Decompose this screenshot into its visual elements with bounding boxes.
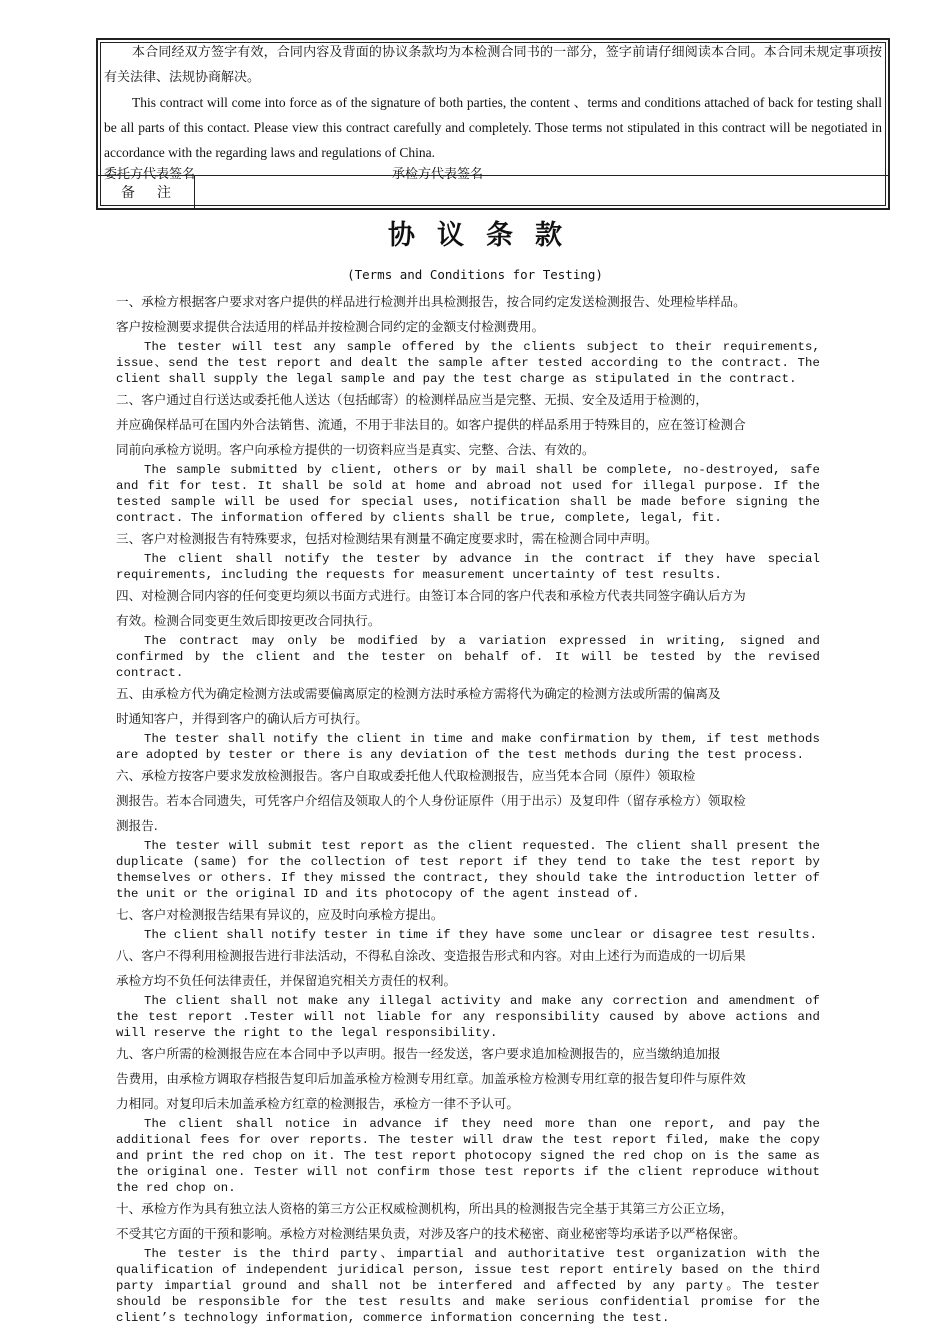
term-section — [116, 902, 834, 943]
term-section — [116, 1041, 834, 1196]
term-zh-line: 十、承检方作为具有独立法人资格的第三方公正权威检测机构，所出具的检测报告完全基于其第三方公正立场， — [116, 1201, 734, 1216]
term-zh-line: 测报告。若本合同遗失，可凭客户介绍信及领取人的个人身份证原件（用于出示）及复印件（留存承检方）领取检 — [116, 793, 746, 808]
contract-statement-en: This contract will come into force as of the signature of both parties, the content 、terms and conditions attached of back for testing shall be all parts of this contact. Please view this contract carefully and completely. Those terms not stipulated in this contract will be negotiated in accordance with the regarding laws and regulations of China. — [104, 95, 882, 160]
term-zh-line: 八、客户不得利用检测报告进行非法活动，不得私自涂改、变造报告形式和内容。对由上述行为而造成的一切后果 — [116, 948, 746, 963]
term-en-text: The client shall not make any illegal activity and make any correction and amendment of the test report .Tester will not liable for any responsibility caused by above actions and will reserve the right to the legal responsibility. — [116, 994, 820, 1040]
contract-statement-box — [96, 38, 890, 210]
signature-row-clipped — [104, 165, 874, 182]
term-zh-line: 力相同。对复印后未加盖承检方红章的检测报告，承检方一律不予认可。 — [116, 1096, 519, 1111]
term-en-text: The contract may only be modified by a variation expressed in writing, signed and confirmed by the client and the tester on behalf of. It will be tested by the revised contract. — [116, 634, 820, 680]
term-en-text: The client shall notify tester in time if they have some unclear or disagree test results. — [144, 928, 818, 942]
term-zh-line: 五、由承检方代为确定检测方法或需要偏离原定的检测方法时承检方需将代为确定的检测方法或所需的偏离及 — [116, 686, 721, 701]
term-en-text: The tester shall notify the client in time and make confirmation by them, if test methods are adopted by tester or there is any deviation of the test methods during the test process. — [116, 732, 820, 762]
term-zh-line: 时通知客户，并得到客户的确认后方可执行。 — [116, 711, 368, 726]
tester-signature-label: 承检方代表签名 — [392, 167, 484, 182]
term-zh-line: 四、对检测合同内容的任何变更均须以书面方式进行。由签订本合同的客户代表和承检方代表共同签字确认后方为 — [116, 588, 746, 603]
term-zh-line: 九、客户所需的检测报告应在本合同中予以声明。报告一经发送，客户要求追加检测报告的，应当缴纳追加报 — [116, 1046, 721, 1061]
term-zh-line: 一、承检方根据客户要求对客户提供的样品进行检测并出具检测报告，按合同约定发送检测报告、处理检毕样品。 — [116, 294, 746, 309]
term-zh-line: 客户按检测要求提供合法适用的样品并按检测合同约定的金额支付检测费用。 — [116, 319, 545, 334]
term-en-text: The tester is the third party、impartial and authoritative test organization with the qualification of independent juridical person, issue test report entirely based on the third party impartial ground and shall not be interfered and affected by any party。The tester should be responsible for the test results and make serious confidential promise for the client’s technology information, commerce information concerning the test. — [116, 1247, 820, 1325]
page-subtitle: (Terms and Conditions for Testing) — [347, 267, 603, 282]
term-zh-line: 有效。检测合同变更生效后即按更改合同执行。 — [116, 613, 381, 628]
term-section — [116, 289, 834, 387]
term-zh-line: 三、客户对检测报告有特殊要求，包括对检测结果有测量不确定度要求时，需在检测合同中声明。 — [116, 531, 658, 546]
client-signature-label: 委托方代表签名 — [104, 167, 196, 182]
term-zh-line: 二、客户通过自行送达或委托他人送达（包括邮寄）的检测样品应当是完整、无损、安全及适用于检测的， — [116, 392, 708, 407]
term-section — [116, 387, 834, 526]
term-zh-line: 不受其它方面的干预和影响。承检方对检测结果负责，对涉及客户的技术秘密、商业秘密等均承诺予以严格保密。 — [116, 1226, 746, 1241]
term-zh-line: 告费用，由承检方调取存档报告复印后加盖承检方检测专用红章。加盖承检方检测专用红章的报告复印件与原件效 — [116, 1071, 746, 1086]
remark-row — [98, 175, 888, 208]
term-zh-line: 同前向承检方说明。客户向承检方提供的一切资料应当是真实、完整、合法、有效的。 — [116, 442, 595, 457]
term-en-text: The client shall notify the tester by advance in the contract if they have special requirements, including the requests for measurement uncertainty of test results. — [116, 552, 820, 582]
contract-statement-zh: 本合同经双方签字有效，合同内容及背面的协议条款均为本检测合同书的一部分，签字前请仔细阅读本合同。本合同未规定事项按有关法律、法规协商解决。 — [104, 45, 882, 85]
remark-label: 备注 — [98, 176, 195, 208]
term-zh-line: 并应确保样品可在国内外合法销售、流通，不用于非法目的。如客户提供的样品系用于特殊目的，应在签订检测合 — [116, 417, 746, 432]
term-zh-line: 承检方均不负任何法律责任，并保留追究相关方责任的权利。 — [116, 973, 457, 988]
term-section — [116, 943, 834, 1041]
term-section — [116, 526, 834, 583]
term-section — [116, 681, 834, 763]
page-title: 协议条款 — [388, 220, 584, 251]
term-section — [116, 583, 834, 681]
term-section — [116, 1196, 834, 1326]
term-en-text: The client shall notice in advance if they need more than one report, and pay the additional fees for over reports. The tester will draw the test report filed, make the copy and print the red chop on it. The test report photocopy signed the red chop on is the same as the original one. Tester will not confirm those test reports if the client reproduce without the red chop on. — [116, 1117, 820, 1195]
term-zh-line: 七、客户对检测报告结果有异议的，应及时向承检方提出。 — [116, 907, 444, 922]
terms-list — [116, 289, 834, 1326]
term-zh-line: 测报告. — [116, 818, 158, 833]
term-zh-line: 六、承检方按客户要求发放检测报告。客户自取或委托他人代取检测报告，应当凭本合同（原件）领取检 — [116, 768, 696, 783]
term-section — [116, 763, 834, 902]
term-en-text: The tester will submit test report as the client requested. The client shall present the duplicate (same) for the collection of test report if they tend to take the test report by themselves or others. If they missed the contract, they should take the introduction letter of the unit or the original ID and its photocopy of the agent instead of. — [116, 839, 820, 901]
term-en-text: The sample submitted by client, others or by mail shall be complete, no-destroyed, safe and fit for test. It shall be sold at home and abroad not used for illegal purpose. If the tested sample will be used for special uses, notification shall be made before signing the contract. The information offered by clients shall be true, complete, legal, fit. — [116, 463, 820, 525]
term-en-text: The tester will test any sample offered by the clients subject to their requirements, issue、send the test report and dealt the sample after tested according to the contract. The client shall supply the legal sample and pay the test charge as stipulated in the contract. — [116, 340, 820, 386]
contract-statement-text — [104, 40, 882, 175]
